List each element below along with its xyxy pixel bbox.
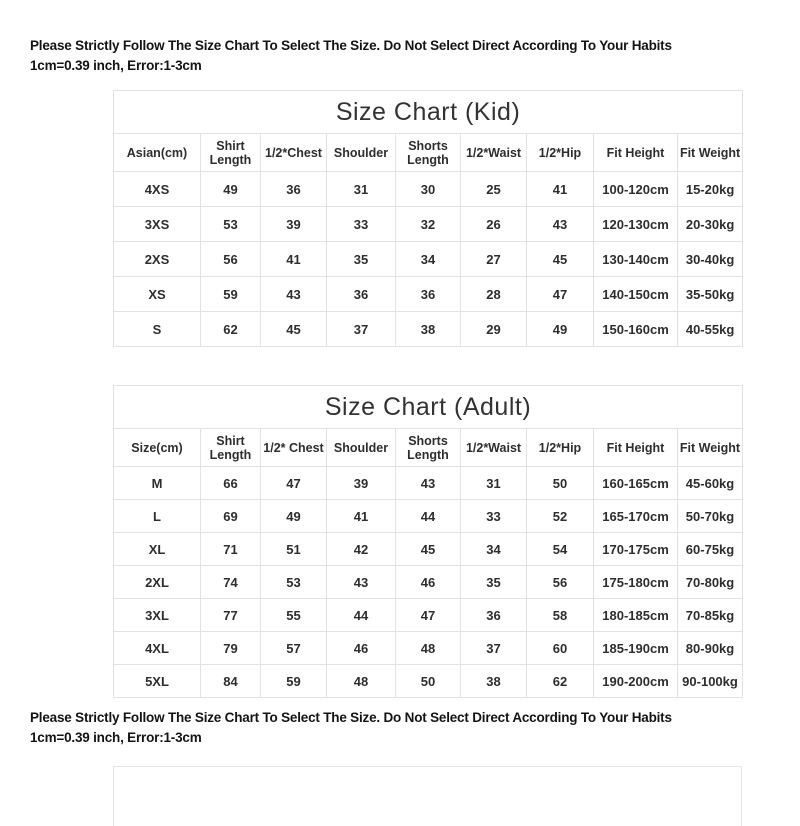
size-value: 45: [261, 312, 327, 347]
size-value: 70-80kg: [678, 566, 743, 599]
size-row: [114, 566, 743, 599]
size-value: 185-190cm: [594, 632, 678, 665]
size-value: 47: [396, 599, 461, 632]
size-value: 31: [327, 172, 396, 207]
size-value: 36: [461, 599, 527, 632]
column-header: Shorts Length: [396, 134, 461, 172]
size-value: 20-30kg: [678, 207, 743, 242]
size-label: S: [114, 312, 201, 347]
size-label: 2XS: [114, 242, 201, 277]
kid-table-body: [114, 172, 743, 347]
size-value: 50: [527, 467, 594, 500]
size-value: 38: [396, 312, 461, 347]
size-value: 59: [261, 665, 327, 698]
size-value: 50: [396, 665, 461, 698]
size-label: 4XS: [114, 172, 201, 207]
size-value: 56: [201, 242, 261, 277]
size-label: 3XS: [114, 207, 201, 242]
kid-table-header-row: [114, 134, 743, 172]
size-value: 53: [201, 207, 261, 242]
size-row: [114, 533, 743, 566]
kid-table-title-row: [114, 91, 743, 134]
size-value: 40-55kg: [678, 312, 743, 347]
size-value: 190-200cm: [594, 665, 678, 698]
size-value: 140-150cm: [594, 277, 678, 312]
size-value: 45: [527, 242, 594, 277]
size-value: 57: [261, 632, 327, 665]
size-value: 28: [461, 277, 527, 312]
size-value: 46: [396, 566, 461, 599]
size-value: 50-70kg: [678, 500, 743, 533]
column-header: Shirt Length: [201, 429, 261, 467]
column-header: Fit Weight: [678, 134, 743, 172]
size-value: 47: [261, 467, 327, 500]
size-row: [114, 277, 743, 312]
size-value: 30: [396, 172, 461, 207]
size-value: 84: [201, 665, 261, 698]
size-label: 4XL: [114, 632, 201, 665]
size-label: XS: [114, 277, 201, 312]
size-label: 2XL: [114, 566, 201, 599]
size-value: 170-175cm: [594, 533, 678, 566]
top-note-line1: Please Strictly Follow The Size Chart To Select The Size. Do Not Select Direct According To Your Habits: [30, 38, 672, 53]
size-value: 32: [396, 207, 461, 242]
size-value: 53: [261, 566, 327, 599]
size-value: 34: [396, 242, 461, 277]
size-row: [114, 242, 743, 277]
size-label: XL: [114, 533, 201, 566]
size-value: 60: [527, 632, 594, 665]
size-value: 150-160cm: [594, 312, 678, 347]
size-value: 49: [201, 172, 261, 207]
bottom-note: [30, 708, 770, 748]
size-value: 43: [527, 207, 594, 242]
size-value: 49: [261, 500, 327, 533]
column-header: Shoulder: [327, 429, 396, 467]
size-value: 46: [327, 632, 396, 665]
size-label: L: [114, 500, 201, 533]
size-value: 29: [461, 312, 527, 347]
size-value: 80-90kg: [678, 632, 743, 665]
size-value: 44: [327, 599, 396, 632]
size-value: 79: [201, 632, 261, 665]
size-value: 43: [396, 467, 461, 500]
size-value: 47: [527, 277, 594, 312]
size-value: 30-40kg: [678, 242, 743, 277]
size-value: 43: [327, 566, 396, 599]
size-value: 44: [396, 500, 461, 533]
size-value: 35: [327, 242, 396, 277]
adult-size-table: [113, 385, 743, 698]
size-value: 77: [201, 599, 261, 632]
size-value: 39: [261, 207, 327, 242]
column-header: 1/2* Chest: [261, 429, 327, 467]
column-header: Size(cm): [114, 429, 201, 467]
size-row: [114, 665, 743, 698]
size-value: 35: [461, 566, 527, 599]
size-value: 37: [327, 312, 396, 347]
size-value: 66: [201, 467, 261, 500]
column-header: Asian(cm): [114, 134, 201, 172]
top-note-line2: 1cm=0.39 inch, Error:1-3cm: [30, 58, 202, 73]
size-value: 59: [201, 277, 261, 312]
size-value: 42: [327, 533, 396, 566]
column-header: Shirt Length: [201, 134, 261, 172]
adult-table-title-row: [114, 386, 743, 429]
size-value: 26: [461, 207, 527, 242]
size-value: 56: [527, 566, 594, 599]
size-value: 37: [461, 632, 527, 665]
top-note: [30, 36, 770, 76]
size-label: M: [114, 467, 201, 500]
column-header: 1/2*Waist: [461, 134, 527, 172]
size-value: 33: [461, 500, 527, 533]
size-value: 36: [261, 172, 327, 207]
size-value: 100-120cm: [594, 172, 678, 207]
next-table-partial-border: [113, 766, 742, 826]
kid-size-table: [113, 90, 743, 347]
size-value: 120-130cm: [594, 207, 678, 242]
size-value: 69: [201, 500, 261, 533]
size-value: 165-170cm: [594, 500, 678, 533]
size-value: 33: [327, 207, 396, 242]
size-row: [114, 467, 743, 500]
size-value: 48: [327, 665, 396, 698]
size-value: 41: [261, 242, 327, 277]
size-value: 160-165cm: [594, 467, 678, 500]
size-value: 51: [261, 533, 327, 566]
size-value: 55: [261, 599, 327, 632]
size-value: 48: [396, 632, 461, 665]
size-value: 45-60kg: [678, 467, 743, 500]
size-label: 5XL: [114, 665, 201, 698]
size-value: 62: [201, 312, 261, 347]
size-value: 54: [527, 533, 594, 566]
size-value: 15-20kg: [678, 172, 743, 207]
size-value: 62: [527, 665, 594, 698]
column-header: Shorts Length: [396, 429, 461, 467]
size-value: 36: [327, 277, 396, 312]
size-value: 52: [527, 500, 594, 533]
size-row: [114, 312, 743, 347]
size-value: 90-100kg: [678, 665, 743, 698]
size-value: 41: [527, 172, 594, 207]
size-value: 31: [461, 467, 527, 500]
bottom-note-line2: 1cm=0.39 inch, Error:1-3cm: [30, 730, 202, 745]
column-header: Fit Height: [594, 134, 678, 172]
size-value: 35-50kg: [678, 277, 743, 312]
size-value: 130-140cm: [594, 242, 678, 277]
bottom-note-line1: Please Strictly Follow The Size Chart To Select The Size. Do Not Select Direct According To Your Habits: [30, 710, 672, 725]
column-header: 1/2*Hip: [527, 429, 594, 467]
size-value: 74: [201, 566, 261, 599]
size-value: 39: [327, 467, 396, 500]
size-row: [114, 172, 743, 207]
size-row: [114, 599, 743, 632]
adult-table-title: Size Chart (Adult): [114, 386, 743, 429]
size-label: 3XL: [114, 599, 201, 632]
size-value: 58: [527, 599, 594, 632]
adult-table-body: [114, 467, 743, 698]
size-row: [114, 500, 743, 533]
size-value: 45: [396, 533, 461, 566]
size-value: 175-180cm: [594, 566, 678, 599]
size-value: 60-75kg: [678, 533, 743, 566]
size-value: 49: [527, 312, 594, 347]
size-value: 36: [396, 277, 461, 312]
size-value: 41: [327, 500, 396, 533]
column-header: 1/2*Hip: [527, 134, 594, 172]
column-header: Fit Height: [594, 429, 678, 467]
size-value: 43: [261, 277, 327, 312]
size-value: 25: [461, 172, 527, 207]
size-row: [114, 632, 743, 665]
adult-table-header-row: [114, 429, 743, 467]
size-value: 27: [461, 242, 527, 277]
column-header: Shoulder: [327, 134, 396, 172]
size-value: 34: [461, 533, 527, 566]
column-header: Fit Weight: [678, 429, 743, 467]
column-header: 1/2*Waist: [461, 429, 527, 467]
size-value: 71: [201, 533, 261, 566]
size-value: 70-85kg: [678, 599, 743, 632]
size-row: [114, 207, 743, 242]
size-value: 180-185cm: [594, 599, 678, 632]
size-value: 38: [461, 665, 527, 698]
column-header: 1/2*Chest: [261, 134, 327, 172]
kid-table-title: Size Chart (Kid): [114, 91, 743, 134]
